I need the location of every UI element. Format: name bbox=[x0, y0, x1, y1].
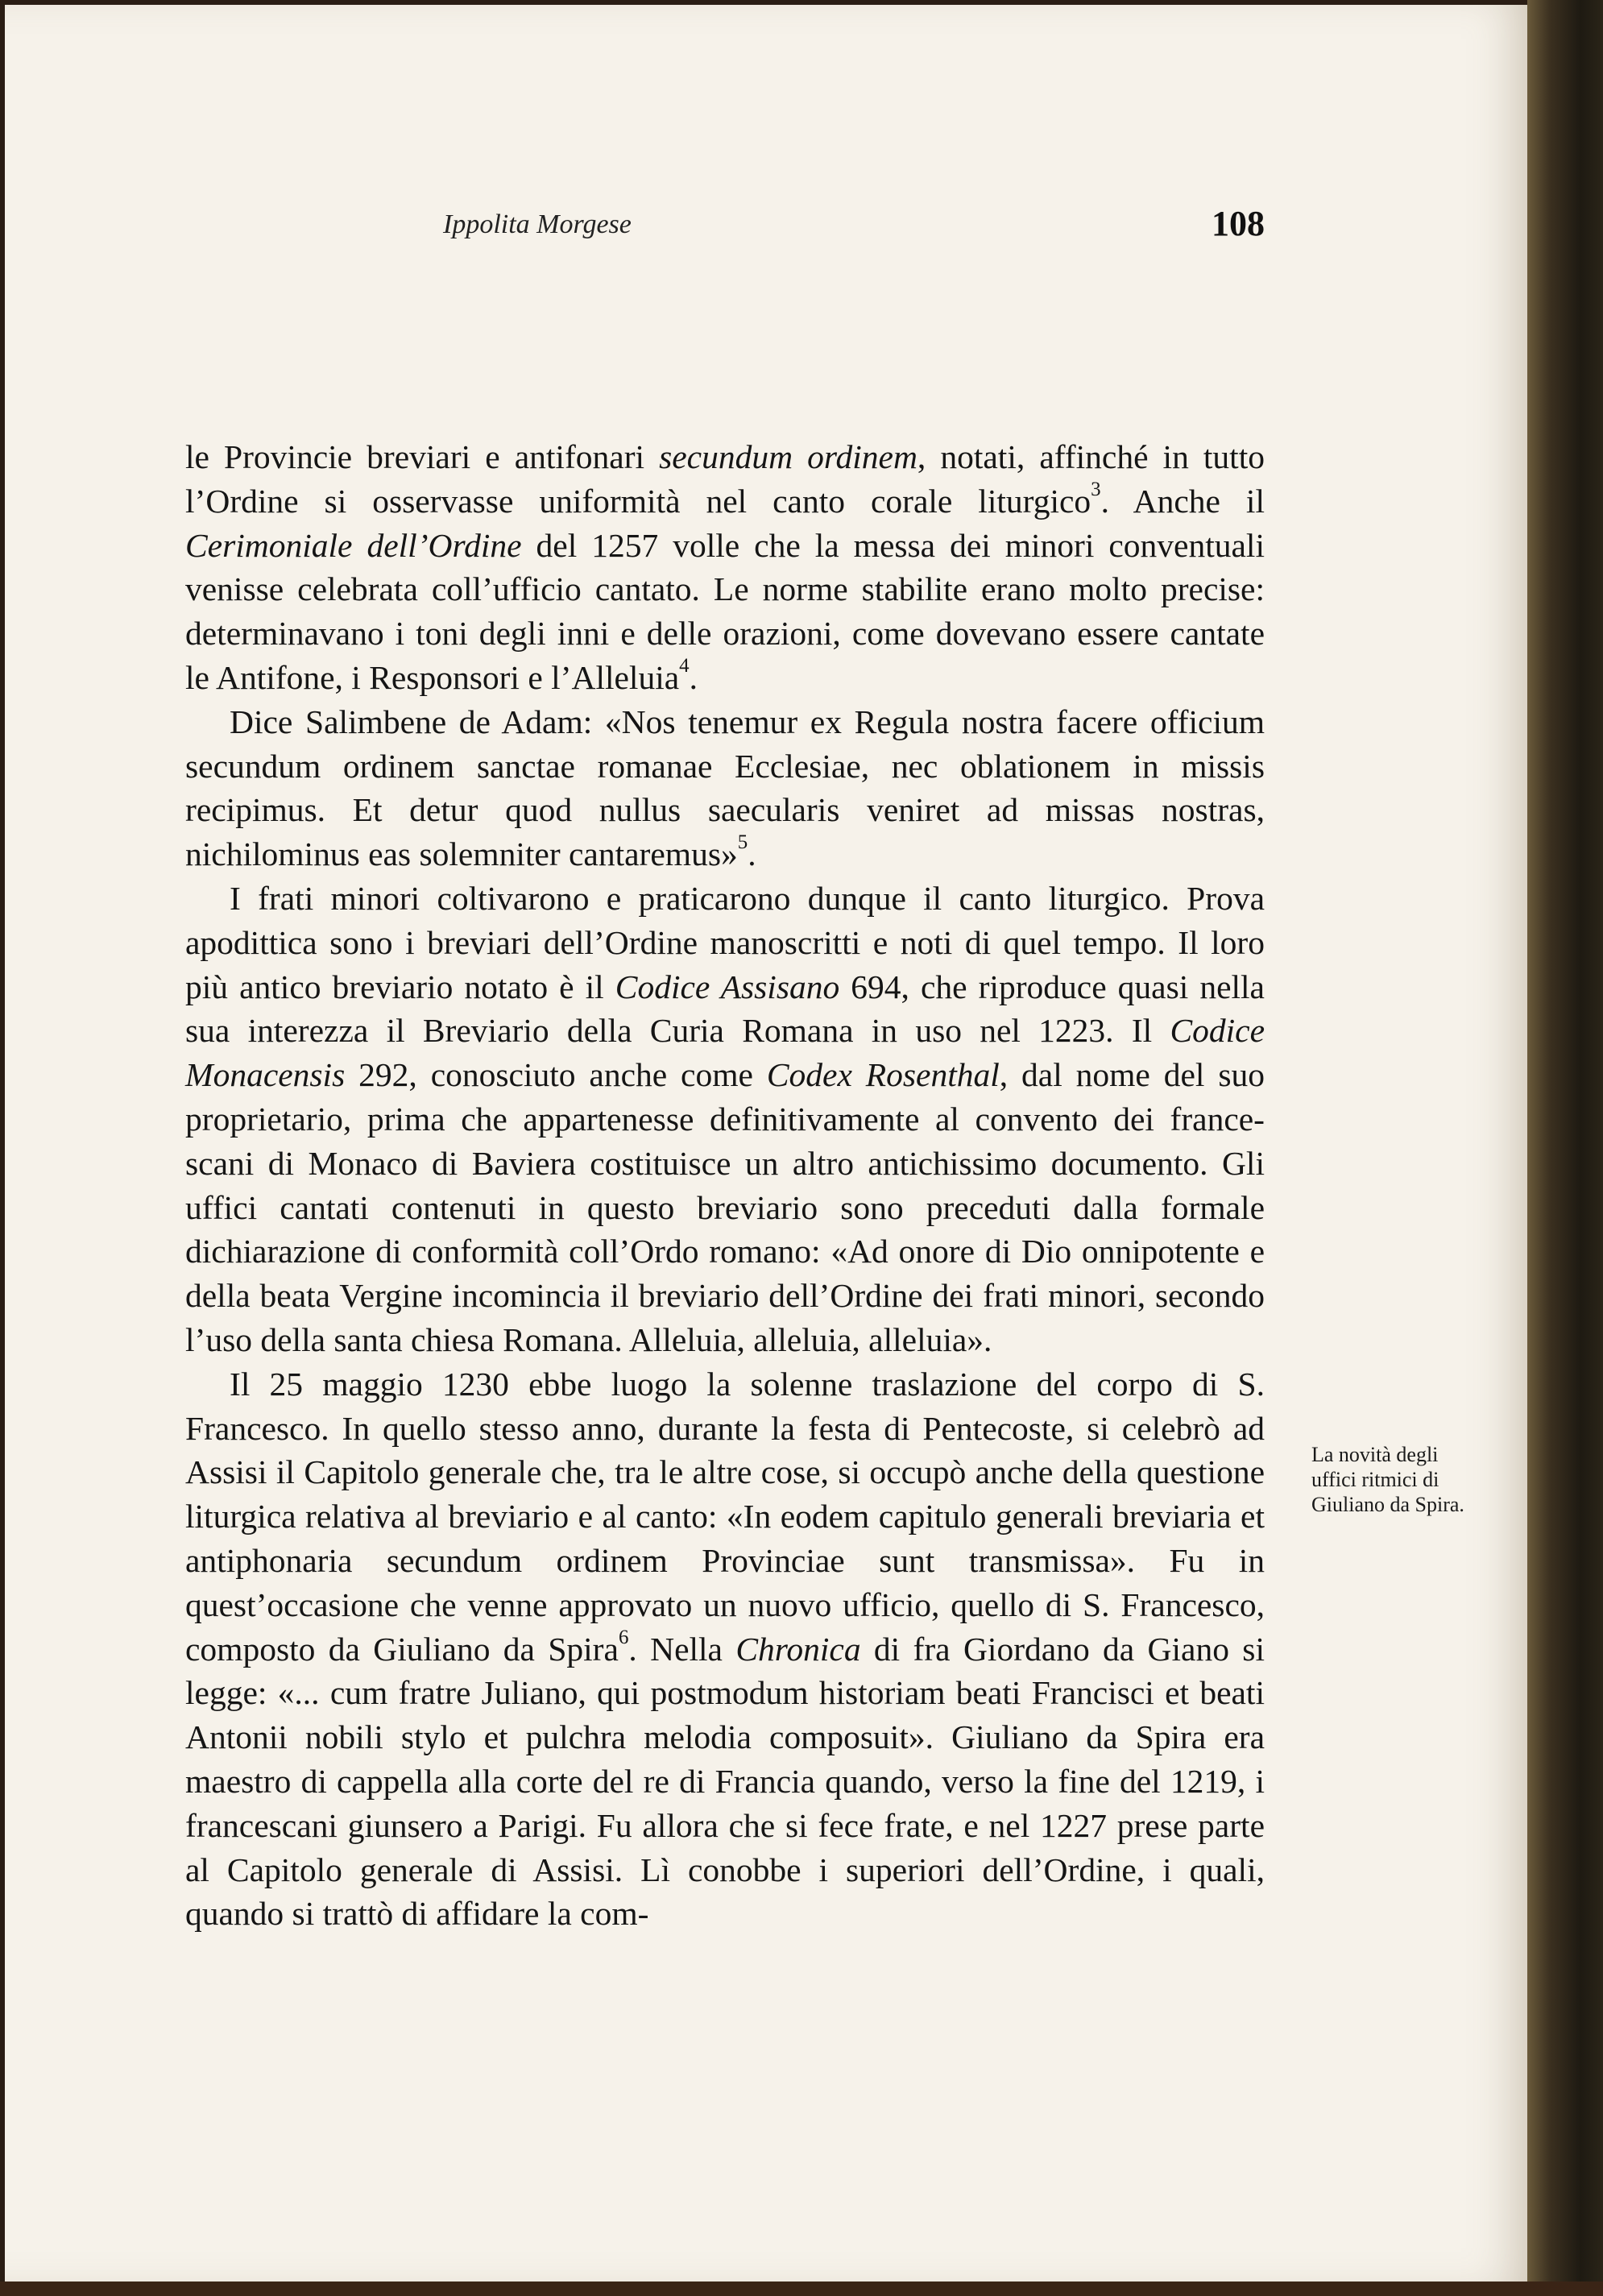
text-run: , dal nome del suo proprietario, prima che appartenesse definitivamente al convento dei france-scani di Monaco di Baviera costituisce un altro antichissimo documento. Gli uffici cantati contenuti in questo breviario sono preceduti dalla formale dichiarazione di conformità coll’Ordo romano: «Ad onore di Dio onnipotente e della beata Vergine incomincia il breviario dell’Ordine dei frati minori, secondo l’uso della santa chiesa Romana. Alleluia, alleluia, alleluia». bbox=[185, 1056, 1265, 1358]
text-run: . bbox=[689, 658, 698, 696]
text-run: . Nella bbox=[628, 1630, 736, 1668]
text-run: 292, conosciuto anche come bbox=[345, 1056, 767, 1094]
italic-term: Codex Rosenthal bbox=[766, 1056, 1000, 1094]
book-spine bbox=[1527, 0, 1603, 2296]
footnote-ref: 5 bbox=[737, 831, 748, 854]
text-run: 694, che riproduce quasi nella sua interezza il Breviario della Curia Romana in uso nel 1223. Il bbox=[185, 968, 1265, 1050]
page-header bbox=[185, 203, 1265, 251]
text-run: I frati minori coltivarono e praticarono dunque il canto liturgico. Prova apodittica sono i breviari dell’Ordine manoscritti e noti di quel tempo. Il loro più antico breviario notato è il bbox=[185, 879, 1265, 1005]
footnote-ref: 3 bbox=[1091, 478, 1101, 500]
paragraph-2 bbox=[185, 700, 1265, 877]
text-run: , notati, affinché in tutto l’Ordine si osservasse uniformità nel canto corale liturgico bbox=[185, 438, 1265, 520]
footnote-ref: 6 bbox=[618, 1626, 629, 1648]
paragraph-1 bbox=[185, 435, 1265, 700]
paragraph-3 bbox=[185, 877, 1265, 1362]
margin-note: La novità degli uffici ritmici di Giuliano da Spira. bbox=[1311, 1443, 1464, 1516]
text-run: le Provincie breviari e antifonari bbox=[185, 438, 660, 475]
text-run: del 1257 volle che la messa dei minori conventuali venisse celebrata coll’ufficio cantato. Le norme stabilite erano molto precise: determinavano i toni degli inni e delle orazioni, come dovevano essere cantate le Antifone, i Responsori e l’Alleluia bbox=[185, 526, 1265, 696]
italic-term: Chronica bbox=[735, 1630, 861, 1668]
text-run: . Anche il bbox=[1100, 482, 1265, 520]
body-text bbox=[185, 435, 1265, 1936]
text-run: Il 25 maggio 1230 ebbe luogo la solenne traslazione del corpo di S. Francesco. In quello stesso anno, durante la festa di Pentecoste, si celebrò ad Assisi il Capitolo generale che, tra le altre cose, si occupò anche della questione liturgica relativa al breviario e al canto: «In eodem capitulo generali breviaria et antiphonaria secundum ordinem Provinciae sunt transmissa». Fu in quest’occasione che venne approvato un nuovo ufficio, quello di S. Francesco, composto da Giuliano da Spira bbox=[185, 1365, 1265, 1668]
page-number: 108 bbox=[1212, 204, 1265, 243]
text-run: . bbox=[748, 835, 756, 873]
text-run: Dice Salimbene de Adam: «Nos tenemur ex Regula nostra facere officium secundum ordinem sanctae romanae Ecclesiae, nec oblationem in missis recipimus. Et detur quod nullus saecularis veniret ad missas nostras, nichilominus eas solemniter cantaremus» bbox=[185, 702, 1265, 873]
italic-term: secundum ordinem bbox=[659, 438, 917, 475]
footnote-ref: 4 bbox=[679, 654, 690, 677]
italic-term: Codice Assisano bbox=[615, 968, 840, 1005]
italic-term: Codice Monacensis bbox=[185, 1012, 1265, 1094]
italic-term: Cerimoniale dell’Ordine bbox=[185, 526, 522, 564]
page-bottom-edge bbox=[0, 2281, 1603, 2296]
text-run: di fra Giordano da Giano si legge: «... cum fratre Juliano, qui postmodum historiam beati Francisci et beati Antonii nobili stylo et pulchra melodia composuit». Giuliano da Spira era maestro di cappella alla corte del re di Francia quando, verso la fine del 1219, i francescani giunsero a Parigi. Fu allora che si fece frate, e nel 1227 prese parte al Capitolo generale di Assisi. Lì conobbe i superiori dell’Ordine, i quali, quando si trattò di affidare la com- bbox=[185, 1630, 1265, 1933]
paragraph-4 bbox=[185, 1362, 1265, 1936]
running-head: Ippolita Morgese bbox=[443, 209, 632, 239]
